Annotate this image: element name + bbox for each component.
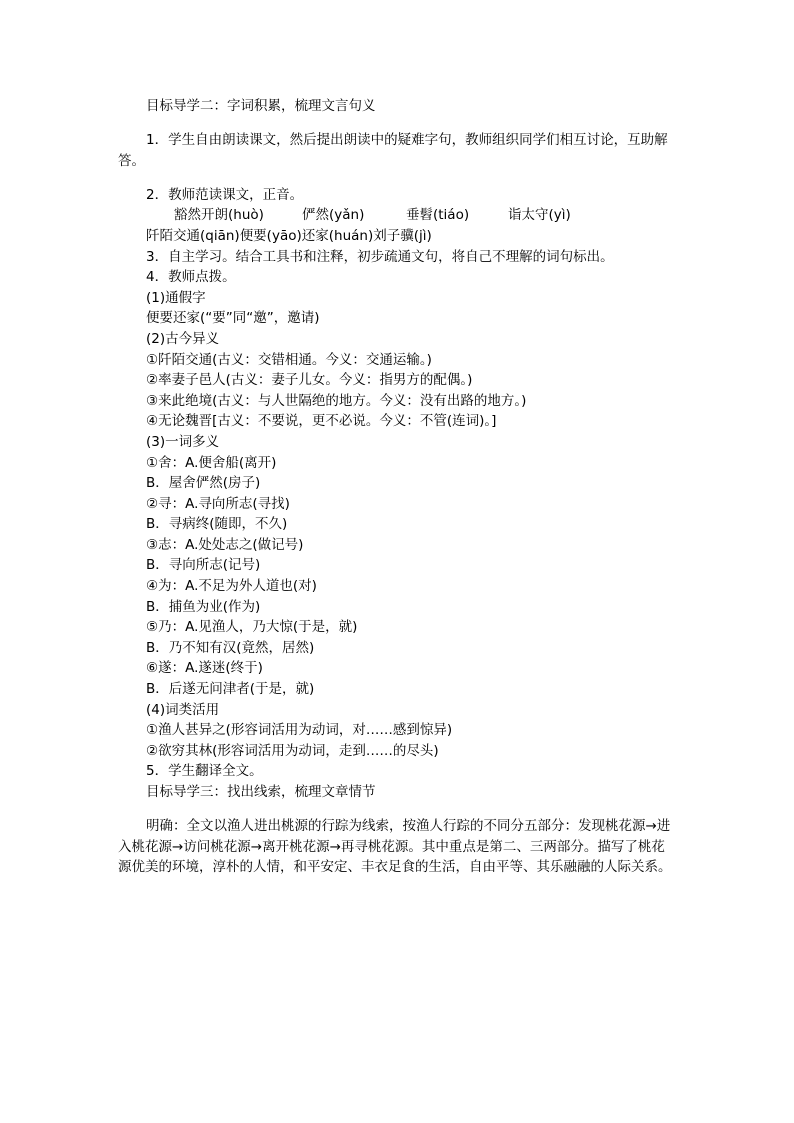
paragraph-step2: 2．教师范读课文，正音。 (146, 186, 304, 203)
list-item: ⑤乃：A.见渔人，乃大惊(于是，就) (146, 619, 358, 636)
paragraph-step3: 3．自主学习。结合工具书和注释，初步疏通文句，将自己不理解的词句标出。 (146, 248, 614, 265)
subsection-title-cileihuoyong: (4)词类活用 (146, 701, 220, 718)
pinyin-item: 刘子骥(jì) (373, 227, 432, 244)
list-item: ③志：A.处处志之(做记号) (146, 536, 304, 553)
pinyin-item: 豁然开朗(huò) (174, 207, 264, 224)
pinyin-item: 便要(yāo) (239, 227, 302, 244)
list-item: ⑥遂：A.遂迷(终于) (146, 660, 263, 677)
list-item: B．寻向所志(记号) (146, 557, 261, 574)
list-item: ②寻：A.寻向所志(寻找) (146, 495, 290, 512)
paragraph-step1: 1．学生自由朗读课文，然后提出朗读中的疑难字句，教师组织同学们相互讨论，互助解答。 (118, 132, 668, 169)
list-item: ①阡陌交通(古义：交错相通。今义：交通运输。) (146, 351, 432, 368)
pinyin-item: 俨然(yǎn) (302, 207, 365, 224)
pinyin-item: 还家(huán) (301, 227, 374, 244)
paragraph-step4: 4．教师点拨。 (146, 269, 236, 286)
pinyin-row-2 (118, 226, 678, 247)
list-item: ④无论魏晋[古义：不要说，更不必说。今义：不管(连词)。] (146, 413, 497, 430)
pinyin-row-1 (118, 205, 678, 226)
pinyin-item: 阡陌交通(qiān) (146, 227, 240, 244)
list-item: B．后遂无问津者(于是，就) (146, 681, 315, 698)
subsection-title-yiciduoyi: (3)一词多义 (146, 433, 220, 450)
list-item: ①舍：A.便舍船(离开) (146, 454, 277, 471)
list-item: B．捕鱼为业(作为) (146, 598, 261, 615)
section-heading-goal2: 目标导学二：字词积累，梳理文言句义 (146, 98, 376, 114)
subsection-title-gujinyiyi: (2)古今异义 (146, 330, 220, 347)
list-item: B．寻病终(随即，不久) (146, 516, 288, 533)
list-item: ①渔人甚异之(形容词活用为动词，对……感到惊异) (146, 722, 453, 739)
pinyin-item: 垂髫(tiáo) (406, 207, 470, 224)
section-heading-goal3: 目标导学三：找出线索，梳理文章情节 (146, 784, 376, 800)
pinyin-item: 诣太守(yì) (508, 207, 571, 224)
list-item: B．乃不知有汉(竟然，居然) (146, 639, 315, 656)
list-item: 便要还家(“要”同“邀”，邀请) (146, 310, 320, 327)
list-item: ②率妻子邑人(古义：妻子儿女。今义：指男方的配偶。) (146, 372, 473, 389)
paragraph-step5: 5．学生翻译全文。 (146, 763, 263, 780)
list-item: ④为：A.不足为外人道也(对) (146, 578, 317, 595)
list-item: ②欲穷其林(形容词活用为动词，走到……的尽头) (146, 742, 439, 759)
list-item: ③来此绝境(古义：与人世隔绝的地方。今义：没有出路的地方。) (146, 392, 527, 409)
subsection-title-tongjiazi: (1)通假字 (146, 289, 206, 306)
document-body (118, 96, 678, 891)
list-item: B．屋舍俨然(房子) (146, 475, 261, 492)
paragraph-conclusion: 明确：全文以渔人进出桃源的行踪为线索，按渔人行踪的不同分五部分：发现桃花源→进入桃花源→访问桃花源→离开桃花源→再寻桃花源。其中重点是第二、三两部分。描写了桃花源优美的环境，淳朴的人情，和平安定、丰衣足食的生活，自由平等、其乐融融的人际关系。 (118, 818, 672, 876)
